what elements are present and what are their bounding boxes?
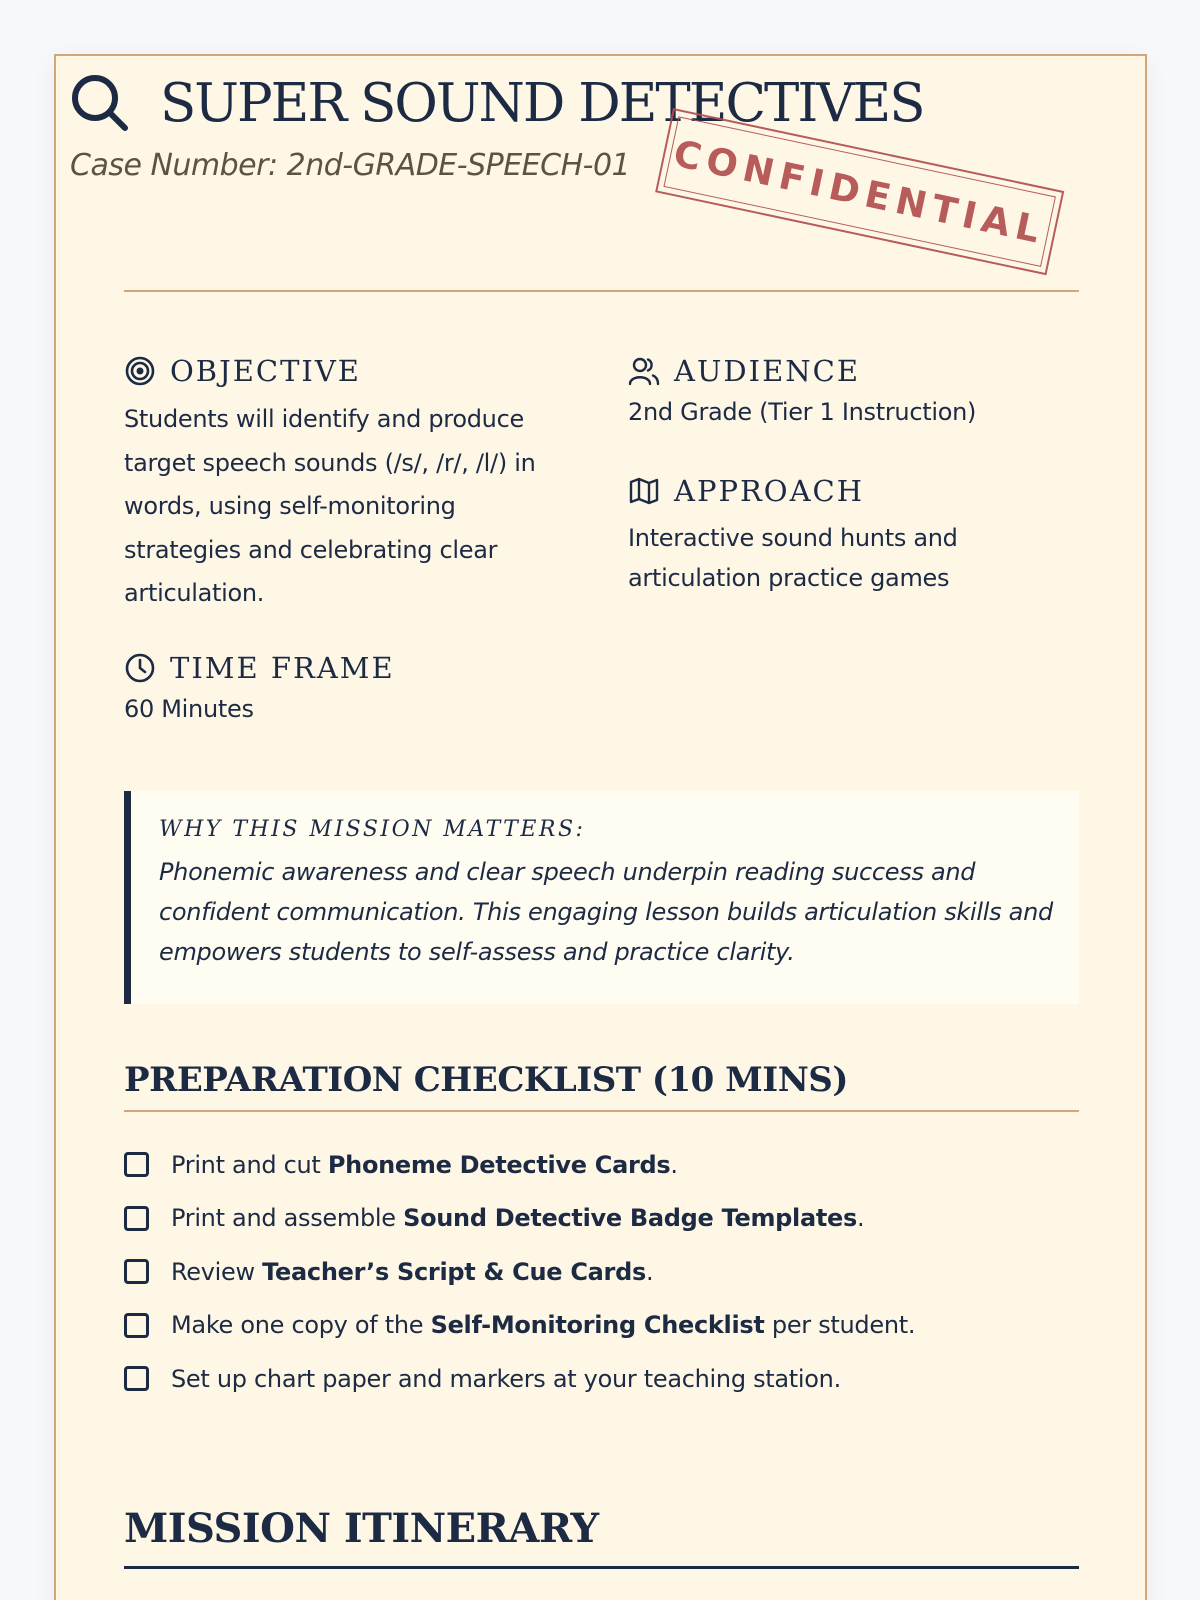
checklist-text: Print and assemble Sound Detective Badge Templates. bbox=[171, 1204, 865, 1233]
approach-block bbox=[628, 474, 1068, 598]
header-divider bbox=[124, 290, 1079, 292]
stamp-text: CONFIDENTIAL bbox=[669, 131, 1050, 253]
audience-block bbox=[628, 354, 1068, 426]
checkbox[interactable] bbox=[124, 1259, 149, 1284]
why-text: Phonemic awareness and clear speech underpin reading success and confident communication. This engaging lesson builds articulation skills and empowers students to self-assess and practice clarity. bbox=[159, 858, 1053, 966]
title-row bbox=[70, 70, 1025, 136]
checkbox[interactable] bbox=[124, 1152, 149, 1177]
checklist-text: Print and cut Phoneme Detective Cards. bbox=[171, 1150, 678, 1179]
time-frame-block bbox=[124, 651, 564, 723]
checklist-item bbox=[124, 1245, 1079, 1299]
checkbox[interactable] bbox=[124, 1313, 149, 1338]
checklist-text: Set up chart paper and markers at your teaching station. bbox=[171, 1364, 841, 1393]
objective-block bbox=[124, 354, 564, 616]
preparation-checklist bbox=[124, 1138, 1079, 1406]
checkbox[interactable] bbox=[124, 1366, 149, 1391]
objective-label: OBJECTIVE bbox=[170, 354, 361, 388]
checklist-item bbox=[124, 1352, 1079, 1406]
time-frame-text: 60 Minutes bbox=[124, 695, 254, 723]
audience-text: 2nd Grade (Tier 1 Instruction) bbox=[628, 398, 977, 426]
clock-icon bbox=[124, 652, 156, 684]
target-icon bbox=[124, 355, 156, 387]
checklist-text: Review Teacher’s Script & Cue Cards. bbox=[171, 1257, 654, 1286]
page-title: SUPER SOUND DETECTIVES bbox=[160, 72, 924, 134]
magnifier-icon bbox=[70, 73, 130, 133]
time-frame-label: TIME FRAME bbox=[170, 651, 395, 685]
checklist-item bbox=[124, 1192, 1079, 1246]
audience-label: AUDIENCE bbox=[674, 354, 860, 388]
preparation-title: PREPARATION CHECKLIST (10 MINS) bbox=[124, 1060, 1079, 1112]
checklist-text: Make one copy of the Self-Monitoring Checklist per student. bbox=[171, 1311, 916, 1340]
case-number: Case Number: 2nd-GRADE-SPEECH-01 bbox=[70, 148, 631, 183]
objective-text: Students will identify and produce target speech sounds (/s/, /r/, /l/) in words, using self-monitoring strategies and celebrating clear articulation. bbox=[124, 405, 536, 607]
approach-text: Interactive sound hunts and articulation practice games bbox=[628, 524, 958, 592]
checklist-item bbox=[124, 1138, 1079, 1192]
why-callout bbox=[124, 791, 1079, 1004]
itinerary-title: MISSION ITINERARY bbox=[124, 1505, 1079, 1569]
checklist-item bbox=[124, 1299, 1079, 1353]
users-icon bbox=[628, 355, 660, 387]
map-icon bbox=[628, 475, 660, 507]
approach-label: APPROACH bbox=[674, 474, 864, 508]
why-label: WHY THIS MISSION MATTERS: bbox=[159, 817, 586, 842]
checkbox[interactable] bbox=[124, 1206, 149, 1231]
